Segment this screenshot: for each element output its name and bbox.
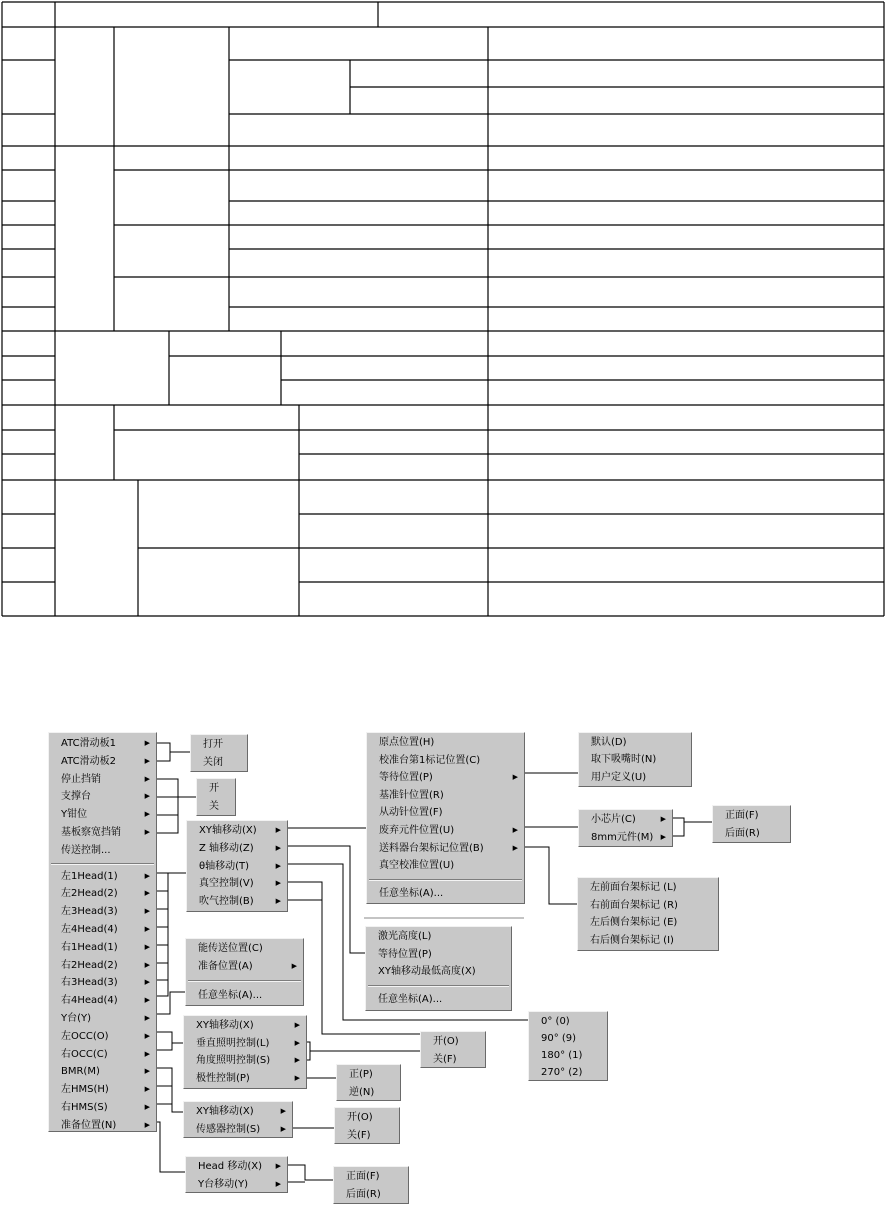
submenu-arrow-icon: ▶ xyxy=(280,1124,286,1133)
submenu-arrow-icon: ▶ xyxy=(512,826,518,834)
menu-item-label: 关闭 xyxy=(203,756,223,768)
menu-item-label: 角度照明控制(S) xyxy=(196,1055,271,1067)
submenu-arrow-icon: ▶ xyxy=(144,739,150,747)
menu-item-label: XY轴移动(X) xyxy=(196,1020,254,1031)
menu-item-label: 正面(F) xyxy=(725,810,759,821)
menu-item-label: 支撑台 xyxy=(61,791,91,803)
submenu-arrow-icon: ▶ xyxy=(144,996,150,1005)
menu-item-angles-0[interactable] xyxy=(529,1013,607,1031)
menu-item-chip-size-1[interactable] xyxy=(579,829,672,847)
menu-item-z-heights-3[interactable] xyxy=(366,991,511,1009)
menu-item-main-9[interactable] xyxy=(49,903,156,921)
submenu-arrow-icon: ▶ xyxy=(275,1179,281,1188)
menu-separator xyxy=(188,980,301,982)
menu-item-label: 左OCC(O) xyxy=(61,1030,109,1042)
wait-position-menu xyxy=(578,732,692,787)
menu-item-label: 原点位置(H) xyxy=(379,737,435,748)
menu-item-conveyor-2[interactable] xyxy=(186,987,303,1005)
menu-item-label: 左前面台架标记 (L) xyxy=(590,882,677,893)
menu-item-label: Z 轴移动(Z) xyxy=(199,842,254,854)
submenu-arrow-icon: ▶ xyxy=(275,826,281,834)
menu-item-label: 270° (2) xyxy=(541,1067,583,1078)
menu-item-chip-size-0[interactable] xyxy=(579,811,672,829)
menu-item-label: 任意坐标(A)... xyxy=(378,993,443,1005)
submenu-arrow-icon: ▶ xyxy=(275,879,281,888)
menu-item-main-10[interactable] xyxy=(49,921,156,939)
menu-item-label: 开(O) xyxy=(433,1036,459,1047)
menu-item-open-close-1[interactable] xyxy=(191,754,247,772)
menu-item-label: 关 xyxy=(209,800,219,812)
menu-item-label: 任意坐标(A)... xyxy=(379,887,444,899)
menu-item-on-off-0[interactable] xyxy=(197,780,235,798)
menu-item-main-16[interactable] xyxy=(49,1028,156,1046)
menu-item-hms-1[interactable] xyxy=(184,1121,292,1139)
menu-item-main-2[interactable] xyxy=(49,771,156,789)
menu-item-label: Y台(Y) xyxy=(61,1013,92,1024)
submenu-arrow-icon: ▶ xyxy=(275,897,281,906)
menu-item-main-19[interactable] xyxy=(49,1081,156,1099)
menu-item-label: 左1Head(1) xyxy=(61,870,118,882)
menu-item-label: 关(F) xyxy=(433,1053,457,1065)
menu-item-angles-2[interactable] xyxy=(529,1047,607,1065)
submenu-arrow-icon: ▶ xyxy=(294,1056,300,1065)
menu-item-occ-1[interactable] xyxy=(184,1035,306,1053)
head-axis-menu xyxy=(186,820,288,912)
menu-item-on-off-1[interactable] xyxy=(197,798,235,816)
menu-item-label: 基准针位置(R) xyxy=(379,789,444,801)
menu-item-label: 8mm元件(M) xyxy=(591,831,654,843)
menu-item-main-1[interactable] xyxy=(49,753,156,771)
submenu-arrow-icon: ▶ xyxy=(144,774,150,783)
menu-item-label: 能传送位置(C) xyxy=(198,943,263,954)
main-context-menu xyxy=(48,732,157,1132)
submenu-arrow-icon: ▶ xyxy=(294,1038,300,1047)
menu-item-head-1[interactable] xyxy=(187,840,287,858)
menu-item-label: 正面(F) xyxy=(346,1171,380,1182)
menu-item-label: 右后侧台架标记 (I) xyxy=(590,934,674,946)
menu-item-polarity-0[interactable] xyxy=(337,1066,400,1084)
submenu-arrow-icon: ▶ xyxy=(660,832,666,841)
menu-item-hms-on-off-1[interactable] xyxy=(335,1127,399,1145)
menu-item-label: 0° (0) xyxy=(541,1016,570,1027)
submenu-arrow-icon: ▶ xyxy=(144,960,150,969)
menu-item-z-heights-0[interactable] xyxy=(366,928,511,946)
menu-item-head-2[interactable] xyxy=(187,858,287,876)
submenu-arrow-icon: ▶ xyxy=(144,907,150,916)
front-back-menu xyxy=(712,805,791,843)
menu-item-label: 开(O) xyxy=(347,1112,373,1123)
menu-item-label: XY轴移动(X) xyxy=(196,1106,254,1117)
menu-item-open-close-0[interactable] xyxy=(191,736,247,754)
menu-item-label: 任意坐标(A)... xyxy=(198,990,263,1002)
ready-front-back-menu xyxy=(333,1166,409,1204)
submenu-arrow-icon: ▶ xyxy=(280,1107,286,1115)
menu-item-label: 开 xyxy=(209,783,219,794)
menu-item-label: θ轴移动(T) xyxy=(199,860,250,872)
submenu-arrow-icon: ▶ xyxy=(275,1162,281,1170)
menu-item-main-5[interactable] xyxy=(49,824,156,842)
menu-item-label: 右OCC(C) xyxy=(61,1048,108,1060)
menu-item-main-18[interactable] xyxy=(49,1063,156,1081)
submenu-arrow-icon: ▶ xyxy=(144,1067,150,1076)
conveyor-position-menu xyxy=(185,938,304,1006)
submenu-arrow-icon: ▶ xyxy=(144,889,150,898)
submenu-arrow-icon: ▶ xyxy=(144,1031,150,1040)
menu-separator xyxy=(369,879,522,881)
menu-item-hms-on-off-0[interactable] xyxy=(335,1109,399,1127)
submenu-arrow-icon: ▶ xyxy=(144,1120,150,1129)
menu-item-occ-2[interactable] xyxy=(184,1052,306,1070)
menu-item-label: 左4Head(4) xyxy=(61,924,118,935)
submenu-arrow-icon: ▶ xyxy=(144,756,150,765)
menu-item-label: 等待位置(P) xyxy=(379,772,433,784)
menu-item-label: 左3Head(3) xyxy=(61,906,118,918)
menu-item-label: 取下吸嘴时(N) xyxy=(591,754,657,766)
submenu-arrow-icon: ▶ xyxy=(144,828,150,836)
menu-item-label: XY轴移动(X) xyxy=(199,825,257,836)
menu-item-label: 校准台第1标记位置(C) xyxy=(379,754,481,766)
submenu-arrow-icon: ▶ xyxy=(512,843,518,852)
menu-item-label: 右3Head(3) xyxy=(61,977,118,989)
submenu-arrow-icon: ▶ xyxy=(660,815,666,823)
menu-item-main-6[interactable] xyxy=(49,842,156,860)
menu-item-ready-front-back-1[interactable] xyxy=(334,1186,408,1204)
menu-item-label: 右HMS(S) xyxy=(61,1102,108,1113)
menu-item-wait-pos-1[interactable] xyxy=(579,751,691,769)
open-close-menu xyxy=(190,734,248,772)
menu-item-label: 逆(N) xyxy=(349,1086,375,1098)
menu-item-xy-positions-7[interactable] xyxy=(367,857,524,875)
menu-separator xyxy=(368,985,509,987)
menu-item-angles-3[interactable] xyxy=(529,1064,607,1082)
menu-item-label: 准备位置(N) xyxy=(61,1119,117,1131)
menu-item-xy-positions-5[interactable] xyxy=(367,822,524,840)
menu-item-head-3[interactable] xyxy=(187,875,287,893)
hms-control-menu xyxy=(183,1101,293,1138)
menu-item-label: 激光高度(L) xyxy=(378,931,432,942)
xy-positions-menu xyxy=(366,732,525,904)
menu-item-label: 关(F) xyxy=(347,1129,371,1141)
on-off-menu xyxy=(196,778,236,816)
occ-control-menu xyxy=(183,1015,307,1089)
menu-item-z-heights-1[interactable] xyxy=(366,946,511,964)
chip-size-menu xyxy=(578,809,673,847)
angle-menu xyxy=(528,1011,608,1081)
menu-item-label: 用户定义(U) xyxy=(591,771,647,783)
menu-item-label: 准备位置(A) xyxy=(198,960,253,972)
menu-item-label: 吹气控制(B) xyxy=(199,896,254,908)
menu-item-main-20[interactable] xyxy=(49,1099,156,1117)
submenu-arrow-icon: ▶ xyxy=(512,773,518,782)
menu-item-label: 右前面台架标记 (R) xyxy=(590,899,678,911)
menu-item-main-13[interactable] xyxy=(49,974,156,992)
submenu-arrow-icon: ▶ xyxy=(144,925,150,933)
menu-item-polarity-1[interactable] xyxy=(337,1084,400,1102)
menu-item-wait-pos-2[interactable] xyxy=(579,769,691,787)
menu-item-label: BMR(M) xyxy=(61,1066,100,1078)
menu-item-feeder-marks-1[interactable] xyxy=(578,897,718,915)
menu-item-label: 打开 xyxy=(203,739,223,750)
menu-item-head-0[interactable] xyxy=(187,822,287,840)
menu-item-xy-positions-6[interactable] xyxy=(367,840,524,858)
submenu-arrow-icon: ▶ xyxy=(144,871,150,880)
menu-item-wait-pos-0[interactable] xyxy=(579,734,691,752)
menu-item-hms-0[interactable] xyxy=(184,1103,292,1121)
menu-item-ready-0[interactable] xyxy=(186,1158,287,1176)
menu-item-label: 后面(R) xyxy=(346,1188,381,1200)
menu-item-label: 右1Head(1) xyxy=(61,941,118,953)
submenu-arrow-icon: ▶ xyxy=(144,978,150,987)
menu-item-label: ATC滑动板2 xyxy=(61,755,116,767)
occ-on-off-menu xyxy=(420,1031,486,1068)
menu-item-main-12[interactable] xyxy=(49,957,156,975)
menu-item-label: 90° (9) xyxy=(541,1033,577,1044)
menu-item-conveyor-0[interactable] xyxy=(186,940,303,958)
menu-item-label: 真空控制(V) xyxy=(199,878,254,890)
menu-item-label: 180° (1) xyxy=(541,1050,583,1061)
menu-item-occ-on-off-0[interactable] xyxy=(421,1033,485,1051)
menu-item-main-0[interactable] xyxy=(49,735,156,753)
menu-item-label: ATC滑动板1 xyxy=(61,738,116,749)
menu-item-label: 左2Head(2) xyxy=(61,888,118,900)
menu-item-label: 基板察宽挡销 xyxy=(61,827,121,838)
menu-separator xyxy=(51,863,154,865)
menu-item-occ-on-off-1[interactable] xyxy=(421,1051,485,1069)
menu-item-label: 极性控制(P) xyxy=(196,1072,250,1084)
menu-item-label: 传送控制... xyxy=(61,844,111,856)
menu-item-label: 右2Head(2) xyxy=(61,959,118,971)
menu-item-main-3[interactable] xyxy=(49,788,156,806)
menu-item-label: 送料器台架标记位置(B) xyxy=(379,842,484,854)
menu-item-label: 小芯片(C) xyxy=(591,814,636,825)
menu-item-label: Y台移动(Y) xyxy=(198,1178,249,1190)
menu-item-label: 等待位置(P) xyxy=(378,948,432,960)
menu-item-feeder-marks-2[interactable] xyxy=(578,914,718,932)
menu-item-feeder-marks-3[interactable] xyxy=(578,932,718,950)
menu-item-main-4[interactable] xyxy=(49,806,156,824)
polarity-menu xyxy=(336,1064,401,1101)
submenu-arrow-icon: ▶ xyxy=(144,942,150,951)
submenu-arrow-icon: ▶ xyxy=(144,1014,150,1022)
menu-item-ready-1[interactable] xyxy=(186,1176,287,1194)
menu-item-occ-0[interactable] xyxy=(184,1017,306,1035)
menu-item-main-17[interactable] xyxy=(49,1046,156,1064)
menu-item-occ-3[interactable] xyxy=(184,1070,306,1088)
submenu-arrow-icon: ▶ xyxy=(144,1049,150,1058)
submenu-arrow-icon: ▶ xyxy=(144,792,150,801)
menu-item-main-14[interactable] xyxy=(49,992,156,1010)
menu-item-label: 左HMS(H) xyxy=(61,1084,109,1096)
menu-item-label: 正(P) xyxy=(349,1069,373,1080)
menu-item-main-11[interactable] xyxy=(49,939,156,957)
menu-item-label: 废弃元件位置(U) xyxy=(379,825,455,836)
submenu-arrow-icon: ▶ xyxy=(144,810,150,819)
feeder-marks-menu xyxy=(577,877,719,951)
submenu-arrow-icon: ▶ xyxy=(144,1103,150,1111)
menu-item-label: Head 移动(X) xyxy=(198,1161,262,1172)
menu-item-main-21[interactable] xyxy=(49,1117,156,1135)
menu-item-label: 左后侧台架标记 (E) xyxy=(590,917,678,929)
menu-item-ready-front-back-0[interactable] xyxy=(334,1168,408,1186)
ready-position-menu xyxy=(185,1156,288,1193)
menu-item-angles-1[interactable] xyxy=(529,1030,607,1048)
menu-item-conveyor-1[interactable] xyxy=(186,958,303,976)
menu-item-xy-positions-0[interactable] xyxy=(367,734,524,752)
submenu-arrow-icon: ▶ xyxy=(294,1073,300,1082)
menu-item-label: 右4Head(4) xyxy=(61,995,118,1007)
menu-item-xy-positions-1[interactable] xyxy=(367,752,524,770)
menu-item-label: 从动针位置(F) xyxy=(379,807,443,819)
submenu-arrow-icon: ▶ xyxy=(275,861,281,870)
menu-item-label: 真空校准位置(U) xyxy=(379,860,455,872)
menu-item-main-7[interactable] xyxy=(49,868,156,886)
menu-item-z-heights-2[interactable] xyxy=(366,963,511,981)
menu-item-main-8[interactable] xyxy=(49,885,156,903)
menu-item-front-back-0[interactable] xyxy=(713,807,790,825)
menu-item-label: 垂直照明控制(L) xyxy=(196,1037,270,1049)
menu-item-label: 停止挡销 xyxy=(61,773,101,785)
z-height-menu xyxy=(365,926,512,1011)
menu-item-xy-positions-8[interactable] xyxy=(367,885,524,903)
menu-item-label: Y钳位 xyxy=(61,809,88,821)
menu-item-label: XY轴移动最低高度(X) xyxy=(378,966,476,978)
menu-item-label: 传感器控制(S) xyxy=(196,1123,261,1135)
submenu-arrow-icon: ▶ xyxy=(294,1021,300,1029)
submenu-arrow-icon: ▶ xyxy=(144,1085,150,1094)
submenu-arrow-icon: ▶ xyxy=(291,961,297,970)
hms-on-off-menu xyxy=(334,1107,400,1144)
menu-item-feeder-marks-0[interactable] xyxy=(578,879,718,897)
submenu-arrow-icon: ▶ xyxy=(275,843,281,852)
menu-item-front-back-1[interactable] xyxy=(713,825,790,843)
menu-item-label: 后面(R) xyxy=(725,827,760,839)
menu-item-xy-positions-3[interactable] xyxy=(367,787,524,805)
menu-item-label: 默认(D) xyxy=(591,737,627,748)
menu-item-main-15[interactable] xyxy=(49,1010,156,1028)
menu-item-xy-positions-4[interactable] xyxy=(367,804,524,822)
menu-item-head-4[interactable] xyxy=(187,893,287,911)
menu-item-xy-positions-2[interactable] xyxy=(367,769,524,787)
